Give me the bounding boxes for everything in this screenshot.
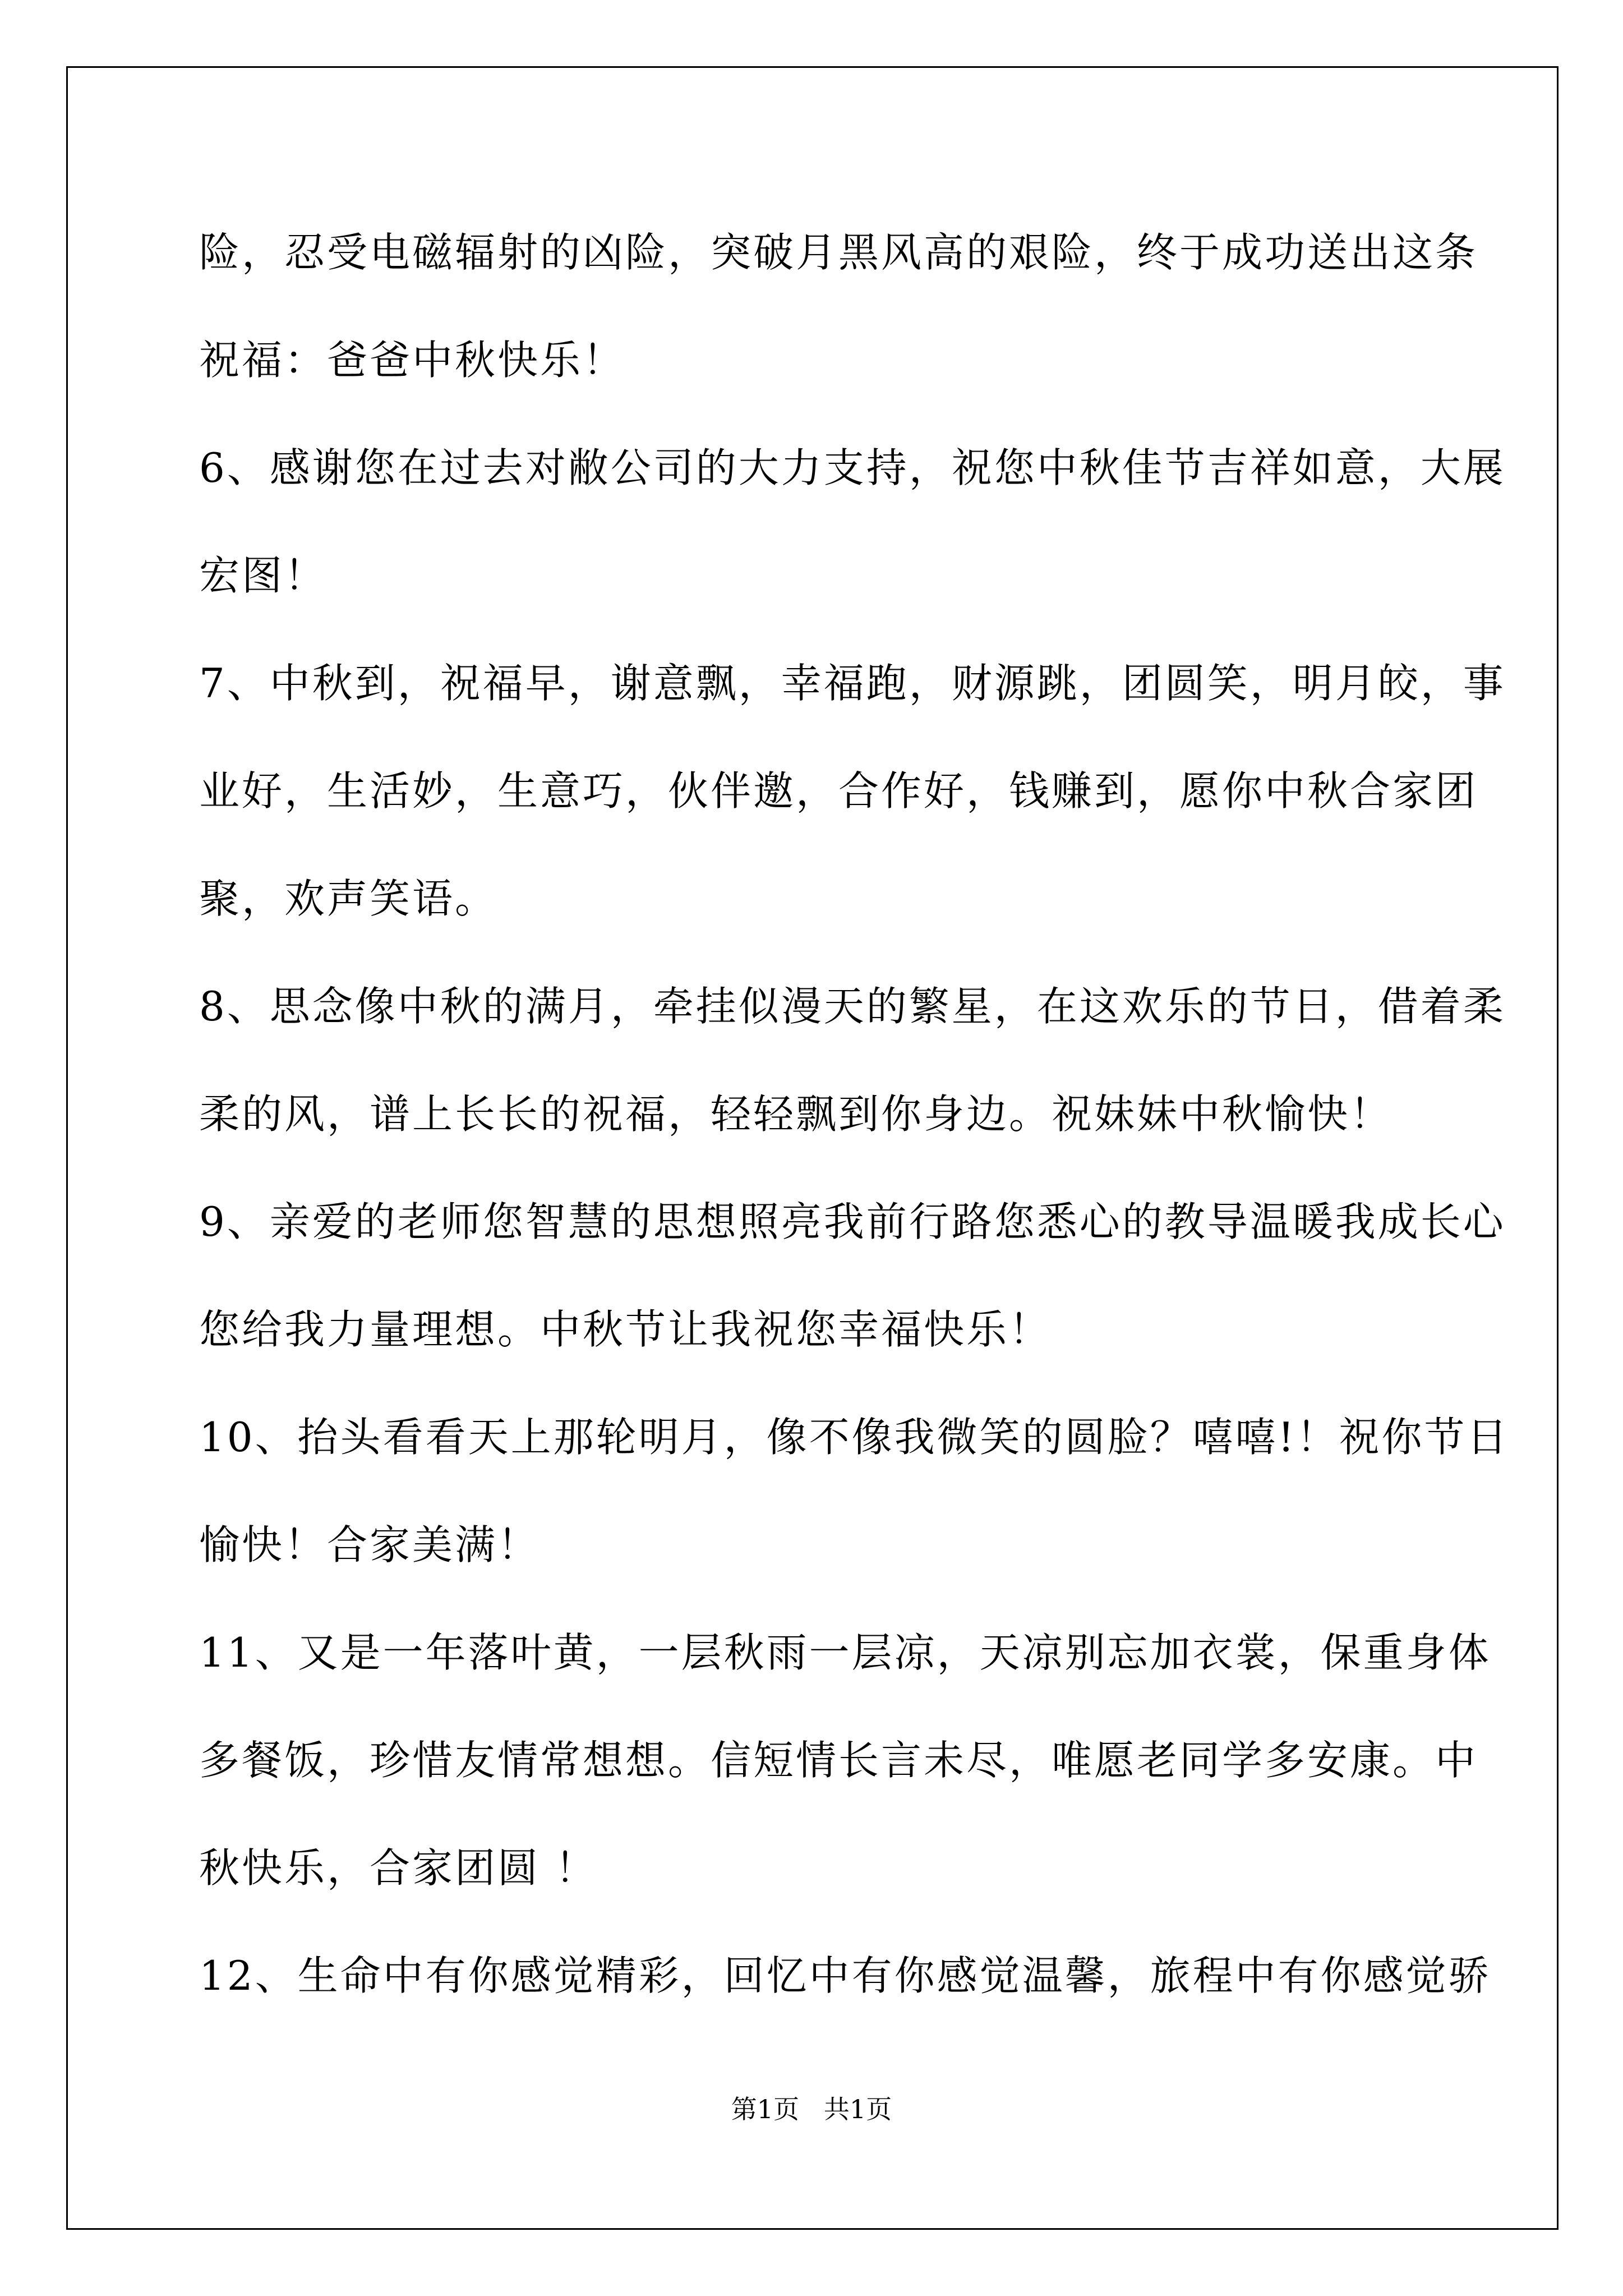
text-line: 秋快乐，合家团圆 ！ [199, 1844, 598, 1892]
page-number: 第1页 共1页 [731, 2094, 892, 2124]
text-line: 您给我力量理想。中秋节让我祝您幸福快乐！ [199, 1306, 1052, 1353]
text-line: 业好，生活妙，生意巧，伙伴邀，合作好，钱赚到，愿你中秋合家团 [199, 767, 1478, 815]
text-line: 险，忍受电磁辐射的凶险，突破月黑风高的艰险，终于成功送出这条 [199, 229, 1478, 276]
page-footer [0, 2092, 1623, 2126]
text-line: 8、思念像中秋的满月，牵挂似漫天的繁星，在这欢乐的节日，借着柔 [199, 983, 1506, 1030]
text-line: 宏图！ [199, 552, 328, 599]
text-line: 多餐饭，珍惜友情常想想。信短情长言未尽，唯愿老同学多安康。中 [199, 1737, 1478, 1784]
text-line: 7、中秋到，祝福早，谢意飘，幸福跑，财源跳，团圆笑，明月皎，事 [199, 660, 1506, 707]
text-line: 6、感谢您在过去对敝公司的大力支持，祝您中秋佳节吉祥如意，大展 [199, 444, 1506, 491]
text-line: 愉快！合家美满！ [199, 1521, 541, 1568]
text-line: 12、生命中有你感觉精彩，回忆中有你感觉温馨，旅程中有你感觉骄 [199, 1952, 1491, 1999]
document-body [199, 219, 1510, 2050]
text-line: 祝福：爸爸中秋快乐！ [199, 337, 626, 384]
text-line: 9、亲爱的老师您智慧的思想照亮我前行路您悉心的教导温暖我成长心 [199, 1198, 1506, 1245]
text-line: 11、又是一年落叶黄，一层秋雨一层凉，天凉别忘加衣裳，保重身体 [199, 1629, 1491, 1676]
text-line: 柔的风，谱上长长的祝福，轻轻飘到你身边。祝妹妹中秋愉快！ [199, 1091, 1393, 1138]
text-line: 10、抬头看看天上那轮明月，像不像我微笑的圆脸？嘻嘻!！祝你节日 [199, 1414, 1510, 1461]
text-line: 聚，欢声笑语。 [199, 875, 498, 922]
